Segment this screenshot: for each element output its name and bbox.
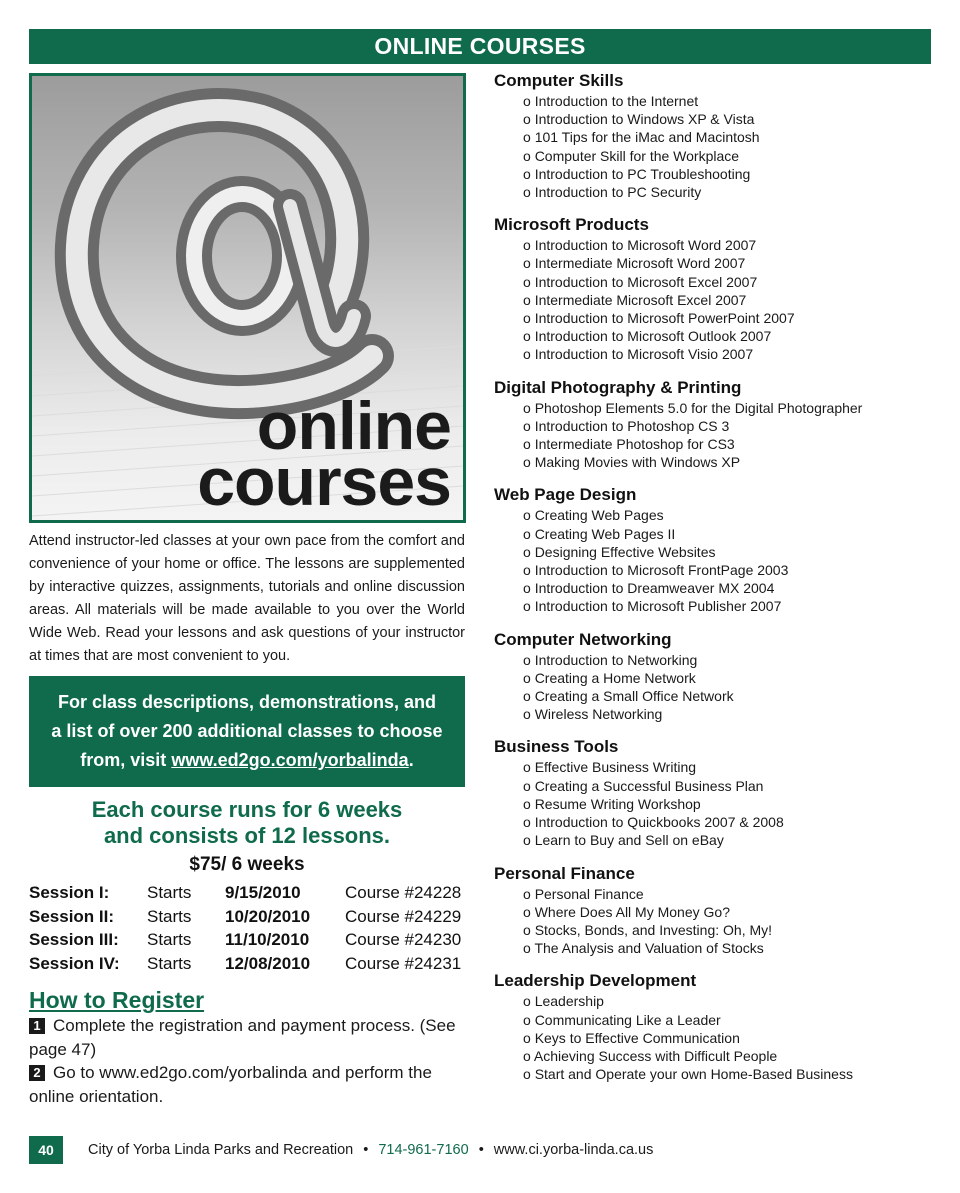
course-item: o Intermediate Microsoft Word 2007 bbox=[523, 254, 914, 272]
course-item: o Computer Skill for the Workplace bbox=[523, 147, 914, 165]
ed2go-link[interactable]: www.ed2go.com/yorbalinda bbox=[171, 750, 409, 770]
session-label: Starts bbox=[147, 906, 192, 926]
course-item: o Creating Web Pages bbox=[523, 506, 914, 524]
session-name: Session II: bbox=[29, 906, 115, 926]
session-label: Starts bbox=[147, 883, 192, 902]
course-item: o Achieving Success with Difficult People bbox=[523, 1047, 914, 1065]
session-label: Starts bbox=[147, 930, 192, 949]
session-name: Session IV: bbox=[29, 953, 120, 973]
category-title: Web Page Design bbox=[494, 485, 637, 505]
course-item: o Effective Business Writing bbox=[523, 758, 914, 776]
how-to-register-heading: How to Register bbox=[29, 987, 205, 1013]
step-text: Go to www.ed2go.com/yorbalinda and perform the online orientation. bbox=[29, 1063, 432, 1106]
course-runs-line2: and consists of 12 lessons. bbox=[103, 823, 391, 848]
photo-title-line2: courses bbox=[197, 444, 451, 520]
course-item: o Introduction to Photoshop CS 3 bbox=[523, 417, 914, 435]
course-item: o Learn to Buy and Sell on eBay bbox=[523, 831, 914, 849]
category-web-page-design bbox=[494, 484, 914, 615]
course-item: o Start and Operate your own Home-Based Business bbox=[523, 1065, 914, 1083]
course-catalog bbox=[494, 70, 914, 1096]
page-banner: ONLINE COURSES bbox=[29, 29, 931, 64]
register-steps bbox=[29, 1014, 465, 1108]
promo-line3 bbox=[29, 746, 465, 775]
category-computer-skills bbox=[494, 70, 914, 201]
session-date: 11/10/2010 bbox=[225, 930, 310, 949]
course-item: o Introduction to Quickbooks 2007 & 2008 bbox=[523, 813, 914, 831]
course-item: o Communicating Like a Leader bbox=[523, 1011, 914, 1029]
page-number: 40 bbox=[29, 1136, 63, 1164]
session-label: Starts bbox=[147, 953, 192, 973]
course-item: o Introduction to Microsoft FrontPage 2003 bbox=[523, 561, 914, 579]
category-computer-networking bbox=[494, 629, 914, 724]
course-item: o Creating a Home Network bbox=[523, 669, 914, 687]
course-item: o Creating a Small Office Network bbox=[523, 687, 914, 705]
footer-text bbox=[88, 1142, 653, 1158]
course-item: o Introduction to PC Security bbox=[523, 183, 914, 201]
session-date: 10/20/2010 bbox=[225, 906, 311, 926]
course-item: o Introduction to Microsoft Visio 2007 bbox=[523, 345, 914, 363]
session-row bbox=[29, 952, 469, 976]
course-item: o Introduction to Microsoft Excel 2007 bbox=[523, 273, 914, 291]
session-row bbox=[29, 905, 469, 929]
course-item: o Introduction to Microsoft Outlook 2007 bbox=[523, 327, 914, 345]
category-microsoft-products bbox=[494, 214, 914, 363]
register-step bbox=[29, 1061, 465, 1108]
footer-separator: • bbox=[363, 1142, 369, 1158]
session-date: 9/15/2010 bbox=[225, 883, 301, 902]
promo-line1: For class descriptions, demonstrations, and bbox=[57, 692, 437, 712]
session-name: Session III: bbox=[29, 930, 119, 949]
course-item: o Creating Web Pages II bbox=[523, 525, 914, 543]
course-item: o Introduction to Microsoft Publisher 2007 bbox=[523, 597, 914, 615]
course-item: o Introduction to Dreamweaver MX 2004 bbox=[523, 579, 914, 597]
category-title: Leadership Development bbox=[494, 971, 697, 991]
session-course: Course #24231 bbox=[345, 953, 462, 973]
step-text: Complete the registration and payment process. (See page 47) bbox=[29, 1016, 456, 1059]
course-item: o Stocks, Bonds, and Investing: Oh, My! bbox=[523, 921, 914, 939]
footer-phone: 714-961-7160 bbox=[378, 1142, 469, 1158]
course-item: o Resume Writing Workshop bbox=[523, 795, 914, 813]
course-item: o Designing Effective Websites bbox=[523, 543, 914, 561]
category-leadership-development bbox=[494, 970, 914, 1083]
course-item: o The Analysis and Valuation of Stocks bbox=[523, 939, 914, 957]
course-item: o Wireless Networking bbox=[523, 705, 914, 723]
category-digital-photography bbox=[494, 377, 914, 472]
course-item: o Intermediate Photoshop for CS3 bbox=[523, 435, 914, 453]
promo-line2: a list of over 200 additional classes to choose bbox=[51, 721, 443, 741]
step-number: 2 bbox=[29, 1065, 45, 1081]
session-date: 12/08/2010 bbox=[225, 953, 311, 973]
course-item: o Making Movies with Windows XP bbox=[523, 453, 914, 471]
category-title: Personal Finance bbox=[494, 863, 635, 883]
promo-box bbox=[29, 676, 465, 787]
promo-line3-suffix: . bbox=[408, 750, 414, 770]
sessions-table bbox=[29, 881, 469, 975]
category-title: Computer Networking bbox=[494, 629, 672, 649]
step-number: 1 bbox=[29, 1018, 45, 1034]
category-title: Microsoft Products bbox=[494, 215, 649, 235]
at-sign-photo bbox=[29, 73, 466, 523]
course-item: o Keys to Effective Communication bbox=[523, 1029, 914, 1047]
promo-line3-prefix: from, visit bbox=[80, 750, 172, 770]
register-step bbox=[29, 1014, 465, 1061]
course-price: $75/ 6 weeks bbox=[189, 854, 305, 875]
course-item: o Introduction to Microsoft Word 2007 bbox=[523, 236, 914, 254]
course-item: o Where Does All My Money Go? bbox=[523, 903, 914, 921]
course-item: o Introduction to PC Troubleshooting bbox=[523, 165, 914, 183]
course-item: o Photoshop Elements 5.0 for the Digital Photographer bbox=[523, 399, 914, 417]
course-item: o Introduction to the Internet bbox=[523, 92, 914, 110]
category-title: Business Tools bbox=[494, 737, 619, 757]
course-runs-heading bbox=[29, 797, 465, 849]
photo-title-line1: online bbox=[256, 388, 451, 464]
course-item: o Introduction to Microsoft PowerPoint 2007 bbox=[523, 309, 914, 327]
session-course: Course #24230 bbox=[345, 930, 462, 949]
session-name: Session I: bbox=[29, 883, 110, 902]
session-row bbox=[29, 881, 469, 905]
category-personal-finance bbox=[494, 863, 914, 958]
session-course: Course #24229 bbox=[345, 906, 462, 926]
footer-org: City of Yorba Linda Parks and Recreation bbox=[88, 1142, 354, 1158]
session-row bbox=[29, 928, 469, 952]
footer-website[interactable]: www.ci.yorba-linda.ca.us bbox=[493, 1142, 654, 1158]
course-item: o 101 Tips for the iMac and Macintosh bbox=[523, 128, 914, 146]
course-item: o Creating a Successful Business Plan bbox=[523, 777, 914, 795]
photo-title bbox=[197, 388, 451, 520]
course-item: o Personal Finance bbox=[523, 885, 914, 903]
course-item: o Introduction to Windows XP & Vista bbox=[523, 110, 914, 128]
course-item: o Intermediate Microsoft Excel 2007 bbox=[523, 291, 914, 309]
footer-separator: • bbox=[478, 1142, 484, 1158]
category-business-tools bbox=[494, 736, 914, 849]
course-runs-line1: Each course runs for 6 weeks bbox=[91, 797, 403, 822]
course-item: o Introduction to Networking bbox=[523, 651, 914, 669]
intro-paragraph: Attend instructor-led classes at your own pace from the comfort and convenience of your home or office. The lessons are supplemented by interactive quizzes, assignments, tutorials and online discussion areas. All materials will be made available to you over the World Wide Web. Read your lessons and ask questions of your instructor at times that are most convenient to you. bbox=[29, 533, 465, 664]
page-footer bbox=[29, 1136, 929, 1164]
category-title: Computer Skills bbox=[494, 71, 624, 90]
session-course: Course #24228 bbox=[345, 883, 462, 902]
category-title: Digital Photography & Printing bbox=[494, 377, 742, 397]
course-item: o Leadership bbox=[523, 992, 914, 1010]
